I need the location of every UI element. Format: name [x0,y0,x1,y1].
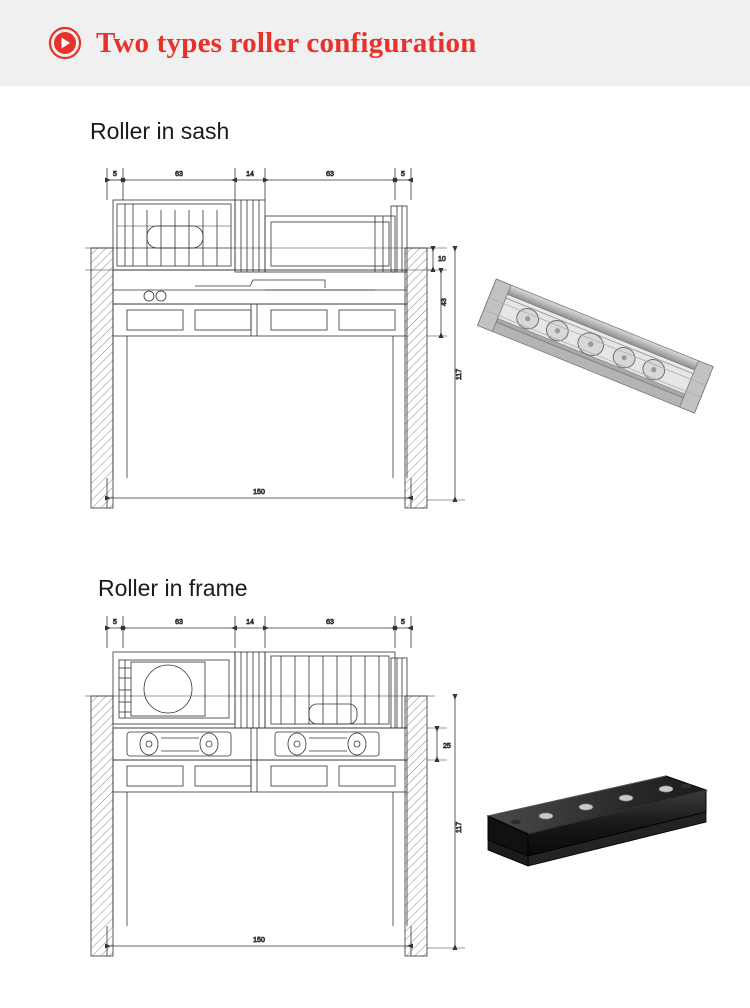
svg-text:117: 117 [456,368,463,380]
svg-text:10: 10 [438,256,446,263]
svg-text:5: 5 [401,619,405,626]
svg-text:5: 5 [113,619,117,626]
svg-text:117: 117 [456,821,463,833]
svg-text:150: 150 [253,489,265,496]
product-photo-roller-in-frame [470,750,720,900]
svg-text:5: 5 [113,171,117,178]
svg-text:14: 14 [246,619,254,626]
arrow-circle-right-icon [48,26,82,60]
page-title: Two types roller configuration [96,26,477,59]
svg-text:25: 25 [443,743,451,750]
section-title-roller-in-frame: Roller in frame [98,575,248,601]
technical-drawing-roller-in-sash [75,160,465,525]
technical-drawing-roller-in-frame [75,608,465,973]
svg-text:14: 14 [246,171,254,178]
page-header [0,0,750,86]
svg-text:150: 150 [253,937,265,944]
svg-text:63: 63 [175,619,183,626]
section-title-roller-in-sash: Roller in sash [90,118,230,144]
svg-text:63: 63 [326,171,334,178]
svg-text:43: 43 [441,298,448,306]
svg-text:5: 5 [401,171,405,178]
svg-text:63: 63 [175,171,183,178]
svg-text:63: 63 [326,619,334,626]
product-photo-roller-in-sash [470,255,720,440]
